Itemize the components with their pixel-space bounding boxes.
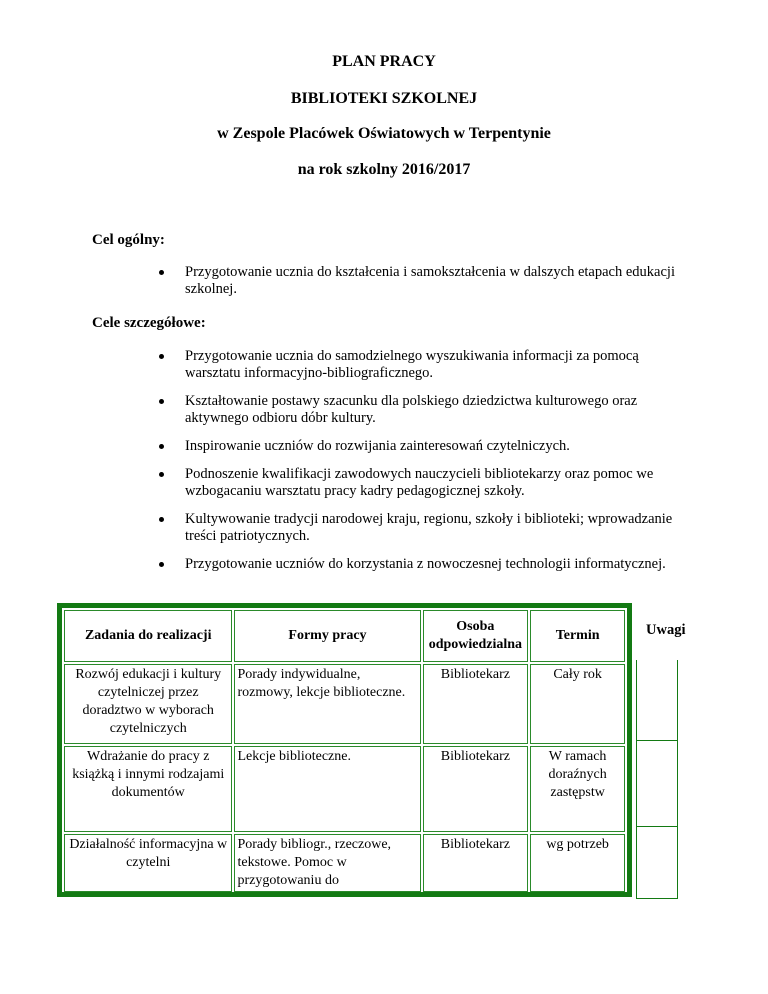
cell-termin: W ramach doraźnych zastępstw xyxy=(530,746,625,832)
cel-ogolny-list xyxy=(185,264,685,309)
document-title: PLAN PRACY xyxy=(332,53,436,70)
header-termin: Termin xyxy=(530,610,625,662)
uwagi-column xyxy=(636,660,678,899)
list-item: Podnoszenie kwalifikacji zawodowych nauczycieli bibliotekarzy oraz pomoc we wzbogacaniu warsztatu pracy kadry pedagogicznej szkoły. xyxy=(185,466,685,500)
cell-formy: Lekcje biblioteczne. xyxy=(234,746,420,832)
cele-szczegolowe-list xyxy=(185,348,685,584)
plan-table-frame xyxy=(57,603,632,897)
uwagi-row-divider xyxy=(637,740,677,741)
document-subtitle-library: BIBLIOTEKI SZKOLNEJ xyxy=(290,90,478,107)
cell-osoba: Bibliotekarz xyxy=(423,664,529,744)
list-item: Kultywowanie tradycji narodowej kraju, regionu, szkoły i biblioteki; wprowadzanie treści patriotycznych. xyxy=(185,511,685,545)
cell-zadania: Działalność informacyjna w czytelni xyxy=(64,834,232,892)
header-formy: Formy pracy xyxy=(234,610,420,662)
plan-table xyxy=(62,608,627,894)
list-item: Inspirowanie uczniów do rozwijania zainteresowań czytelniczych. xyxy=(185,438,685,455)
cel-ogolny-label: Cel ogólny: xyxy=(92,232,165,248)
document-subtitle-school: w Zespole Placówek Oświatowych w Terpentynie xyxy=(217,125,551,142)
cell-termin: Cały rok xyxy=(530,664,625,744)
header-zadania: Zadania do realizacji xyxy=(64,610,232,662)
cell-osoba: Bibliotekarz xyxy=(423,834,529,892)
table-header-row xyxy=(64,610,625,662)
cell-zadania: Rozwój edukacji i kultury czytelniczej przez doradztwo w wyborach czytelniczych xyxy=(64,664,232,744)
list-item: Przygotowanie uczniów do korzystania z nowoczesnej technologii informatycznej. xyxy=(185,556,685,573)
list-item: Przygotowanie ucznia do kształcenia i samokształcenia w dalszych etapach edukacji szkolnej. xyxy=(185,264,685,298)
header-uwagi: Uwagi xyxy=(646,622,686,638)
cell-termin: wg potrzeb xyxy=(530,834,625,892)
cell-formy: Porady indywidualne, rozmowy, lekcje biblioteczne. xyxy=(234,664,420,744)
table-row xyxy=(64,664,625,744)
document-subtitle-year: na rok szkolny 2016/2017 xyxy=(297,161,471,178)
uwagi-row-divider xyxy=(637,826,677,827)
list-item: Przygotowanie ucznia do samodzielnego wyszukiwania informacji za pomocą warsztatu informacyjno-bibliograficznego. xyxy=(185,348,685,382)
cell-osoba: Bibliotekarz xyxy=(423,746,529,832)
header-osoba: Osoba odpowiedzialna xyxy=(423,610,529,662)
list-item: Kształtowanie postawy szacunku dla polskiego dziedzictwa kulturowego oraz aktywnego odbioru dóbr kultury. xyxy=(185,393,685,427)
table-row xyxy=(64,834,625,892)
cell-zadania: Wdrażanie do pracy z książką i innymi rodzajami dokumentów xyxy=(64,746,232,832)
cell-formy: Porady bibliogr., rzeczowe, tekstowe. Pomoc w przygotowaniu do xyxy=(234,834,420,892)
table-row xyxy=(64,746,625,832)
cele-szczegolowe-label: Cele szczegółowe: xyxy=(92,315,206,331)
